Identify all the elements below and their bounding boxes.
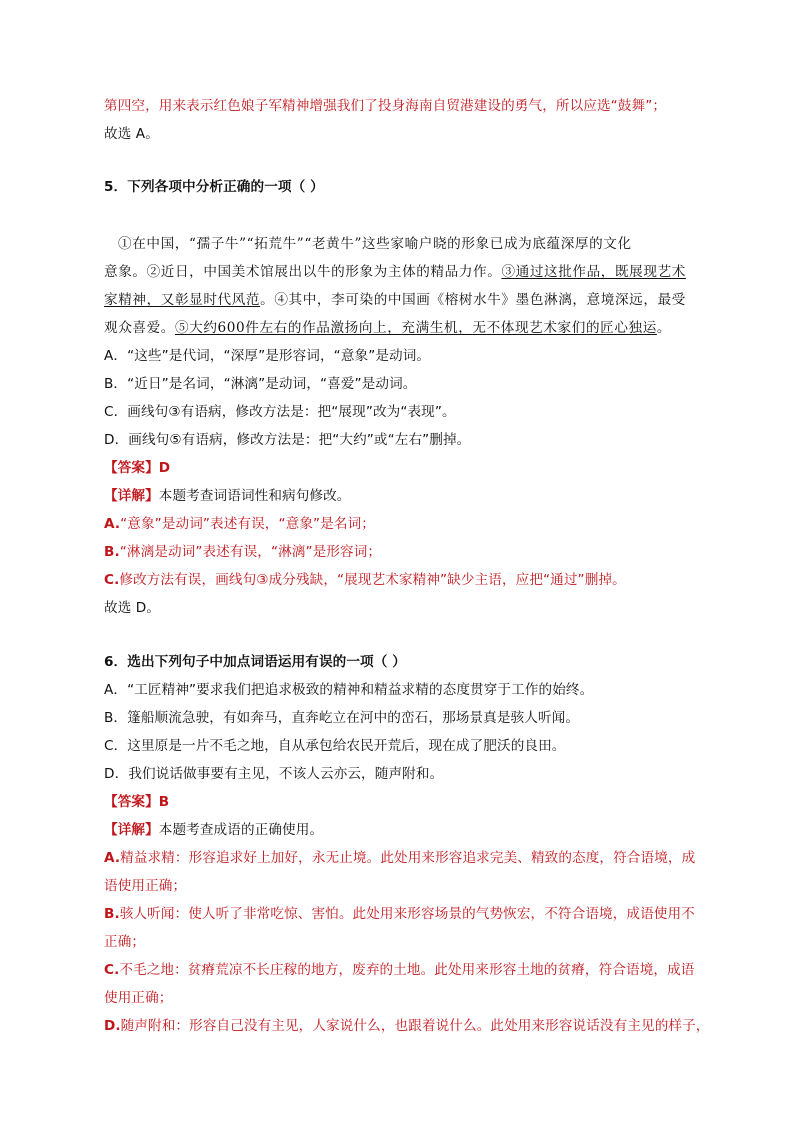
q6-explanation-c-line-1: C.不毛之地：贫瘠荒凉不长庄稼的地方，废弃的土地。此处用来形容土地的贫瘠，符合语境，成语 [104,962,695,978]
q5-explanation-a: A.“意象”是动词”表述有误，“意象”是名词； [104,516,375,532]
q5-option-c: C．画线句③有语病，修改方法是：把“展现”改为“表现”。 [104,404,456,420]
q5-option-d: D．画线句⑤有语病，修改方法是：把“大约”或“左右”删掉。 [104,432,471,448]
q6-option-b: B．篷船顺流急驶，有如奔马，直奔屹立在河中的峦石，那场景真是骇人听闻。 [104,710,580,726]
q5-passage-line-4: 观众喜爱。⑤大约600件左右的作品激扬向上，充满生机，无不体现艺术家们的匠心独运。 [104,320,672,336]
prev-explanation-line: 第四空，用来表示红色娘子军精神增强我们了投身海南自贸港建设的勇气，所以应选“鼓舞”； [104,98,667,114]
q5-option-b: B．“近日”是名词，“淋漓”是动词，“喜爱”是动词。 [104,376,417,392]
q5-option-a: A．“这些”是代词，“深厚”是形容词，“意象”是动词。 [104,348,431,364]
q6-option-c: C．这里原是一片不毛之地，自从承包给农民开荒后，现在成了肥沃的良田。 [104,738,566,754]
q5-detail: 【详解】本题考查词语词性和病句修改。 [104,488,351,504]
q5-passage-line-3: 家精神，又彰显时代风范。④其中，李可染的中国画《榕树水牛》墨色淋漓，意境深远，最受 [104,292,686,308]
q5-passage-line-1: ①在中国，“孺子牛”“拓荒牛”“老黄牛”这些家喻户晓的形象已成为底蕴深厚的文化 [118,236,632,252]
q6-stem: 6．选出下列句子中加点词语运用有误的一项（ ） [104,654,406,670]
q5-underlined-sentence-5: ⑤大约600件左右的作品激扬向上，充满生机，无不体现艺术家们的匠心独运 [174,320,657,336]
q5-passage-line-2: 意象。②近日，中国美术馆展出以牛的形象为主体的精品力作。③通过这批作品，既展现艺术 [104,264,686,280]
q6-answer: 【答案】B [104,794,170,810]
q5-explanation-c: C.修改方法有误，画线句③成分残缺，“展现艺术家精神”缺少主语，应把“通过”删掉。 [104,572,626,588]
q6-explanation-b-line-1: B.骇人听闻：使人听了非常吃惊、害怕。此处用来形容场景的气势恢宏，不符合语境，成语使用不 [104,906,695,922]
q6-option-d: D．我们说话做事要有主见，不该人云亦云，随声附和。 [104,766,444,782]
q5-underlined-sentence-3: ③通过这批作品，既展现艺术 [501,264,686,280]
prev-conclusion: 故选 A。 [104,126,159,142]
q5-explanation-b: B.“淋漓是动词”表述有误，“淋漓”是形容词； [104,544,382,560]
q6-explanation-a-line-1: A.精益求精：形容追求好上加好，永无止境。此处用来形容追求完美、精致的态度，符合语境，成 [104,850,696,866]
q6-detail: 【详解】本题考查成语的正确使用。 [104,822,324,838]
q6-option-a: A．“工匠精神”要求我们把追求极致的精神和精益求精的态度贯穿于工作的始终。 [104,682,594,698]
q5-conclusion: 故选 D。 [104,600,161,616]
q6-explanation-b-line-2: 正确； [104,934,146,950]
q6-explanation-a-line-2: 语使用正确； [104,878,187,894]
q5-stem: 5．下列各项中分析正确的一项（ ） [104,179,324,195]
q5-underlined-sentence-3-cont: 家精神，又彰显时代风范 [104,292,261,308]
q6-explanation-c-line-2: 使用正确； [104,990,173,1006]
q5-answer: 【答案】D [104,460,171,476]
q6-explanation-d-line-1: D.随声附和：形容自己没有主见，人家说什么，也跟着说什么。此处用来形容说话没有主见的样子， [104,1018,710,1034]
